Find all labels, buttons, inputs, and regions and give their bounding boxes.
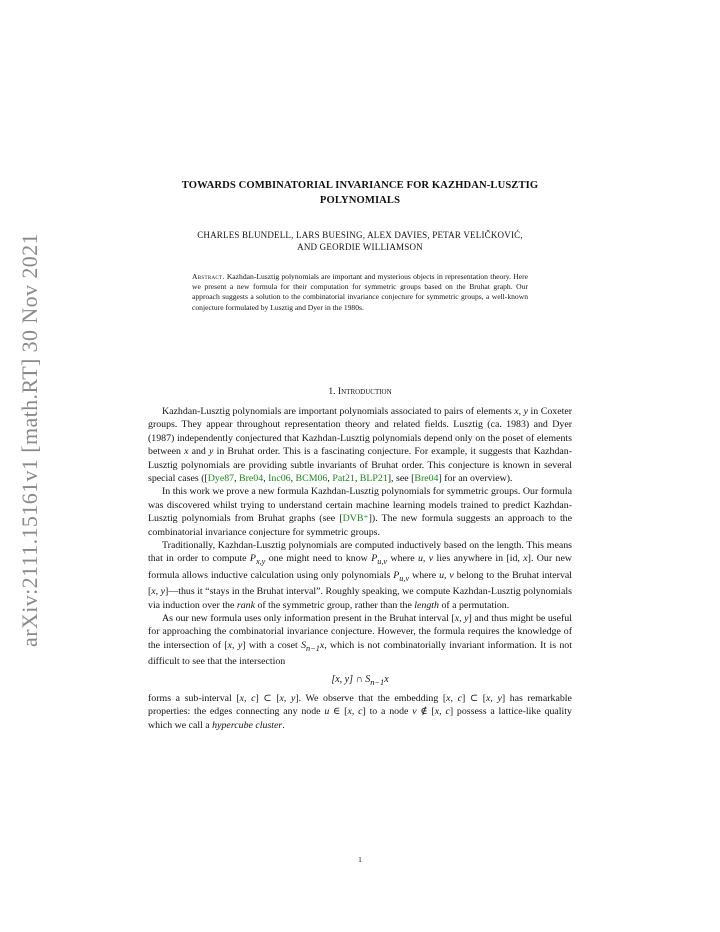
math-inline: x, y [486, 693, 502, 705]
citation-link[interactable]: Pat21 [332, 473, 355, 485]
text-run: in Bruhat order. This is a fascinating conjecture. For example, it suggests that Kazhdan-Lusztig polynomials are providing subtle invariants of Bruhat order. This conjecture is known in several special cases ([ [148, 446, 572, 485]
citation-link[interactable]: Dye87 [207, 473, 235, 485]
text-run: Kazhdan-Lusztig polynomials are important polynomials associated to pairs of elements [162, 406, 515, 417]
math-inline: x, y [514, 406, 528, 417]
math-inline: u, v [417, 553, 434, 565]
math-inline: x [523, 553, 528, 565]
section-title: Introduction [337, 386, 392, 397]
math-inline: u, v [439, 569, 454, 581]
text-run: ]. We observe that the embedding [ [295, 693, 447, 705]
math-inline: x, y [454, 613, 469, 625]
text-run: ∉ [ [416, 706, 435, 718]
text-run: ] ⊂ [ [255, 693, 280, 705]
math-inline: y [209, 446, 214, 458]
text-run: ] with a coset [242, 639, 302, 651]
text-run: where [387, 553, 418, 565]
citation-link[interactable]: BCM06 [295, 473, 328, 485]
paragraph-4 [148, 612, 572, 669]
text-run: forms a sub-interval [ [148, 693, 240, 705]
text-run: ]. Our new formula allows inductive calculation using only polynomials [148, 553, 572, 581]
section-heading [148, 386, 572, 397]
title-line-1: TOWARDS COMBINATORIAL INVARIANCE FOR KAZHDAN-LUSZTIG [181, 180, 539, 191]
text-run: ] for an overview). [438, 473, 513, 485]
math-inline: x [319, 639, 325, 651]
text-run: where [409, 569, 440, 581]
page-number: 1 [358, 855, 362, 864]
emphasis: hypercube cluster [212, 719, 283, 731]
citation-link[interactable]: DVB⁺ [342, 513, 369, 525]
math-inline: P [249, 553, 256, 565]
text-run: of the symmetric group, rather than the [254, 599, 415, 611]
paragraph-5 [148, 692, 572, 732]
text-run: belong to the Bruhat interval [ [148, 569, 573, 598]
display-equation [148, 673, 572, 689]
math-subscript: u,v [399, 573, 410, 583]
text-run: . [282, 719, 285, 731]
section-number: 1. [328, 386, 336, 397]
title-line-2: POLYNOMIALS [319, 195, 401, 206]
text-run: lies anywhere in [id, [433, 553, 524, 565]
citation-link[interactable]: Bre04 [239, 473, 264, 485]
text-run: ∈ [ [329, 706, 348, 718]
author-list [148, 230, 572, 253]
math-inline: S [301, 639, 307, 651]
text-run: ] has remarkable properties: the edges connecting any node [148, 693, 572, 718]
text-run: ] to a node [362, 706, 413, 718]
authors-line-1: CHARLES BLUNDELL, LARS BUESING, ALEX DAVIES, PETAR VELIČKOVIĆ, [197, 230, 523, 240]
text-run: ] possess a lattice-like quality which we call a [148, 706, 572, 731]
citation-link[interactable]: Bre04 [414, 473, 439, 485]
abstract [192, 272, 528, 313]
text-run: of a permutation. [438, 599, 510, 611]
text-run: As our new formula uses only information present in the Bruhat interval [ [162, 613, 455, 625]
text-run: ], see [ [387, 473, 415, 485]
text-run: ]—thus it “stays in the Bruhat interval”. Roughly speaking, we compute Kazhdan-Lusztig polynomials via induction over the [148, 586, 572, 611]
text-run: and [188, 446, 210, 458]
math-subscript: n−1 [370, 677, 385, 687]
math-inline: x, c [446, 693, 462, 705]
authors-line-2: AND GEORDIE WILLIAMSON [297, 241, 423, 252]
text-run: in Coxeter groups. They appear throughout representation theory and related fields. Lusztig (ca. 1983) and Dyer (1987) independently conjectured that Kazhdan-Lusztig polynomials depend only on the poset of elements between [148, 406, 572, 458]
math-inline: v [412, 706, 417, 718]
text-run: Traditionally, Kazhdan-Lusztig polynomials are computed inductively based on the length. This means that in order to compute [148, 540, 572, 565]
citation-link[interactable]: Inc06 [268, 473, 291, 485]
abstract-label: Abstract. [192, 272, 225, 281]
paragraph-2 [148, 485, 572, 539]
math-inline: x [184, 446, 189, 458]
text-run: ] ⊂ [ [461, 693, 487, 705]
math-subscript: n−1 [306, 643, 320, 653]
math-display: [x, y] ∩ S [331, 673, 371, 685]
math-subscript: x,y [255, 557, 266, 567]
section-body [148, 405, 572, 732]
text-run: , which is not combinatorially invariant information. It is not difficult to see that the intersection [148, 639, 572, 668]
math-inline: P [393, 569, 400, 581]
math-inline: x, c [347, 706, 363, 718]
math-inline: x, y [279, 693, 296, 705]
math-inline: x, c [434, 706, 450, 718]
citation-link[interactable]: BLP21 [359, 473, 388, 485]
math-inline: x, y [151, 586, 166, 598]
arxiv-sidebar [10, 233, 50, 647]
paragraph-1: Kazhdan-Lusztig polynomials are important polynomials associated to pairs of elements x, y in Coxeter groups. They appear throughout representation theory and related fields. Lusztig (ca. 1983) and Dyer (1987) independently conjectured that Kazhdan-Lusztig polynomials depend only on the poset of elements between x and y in Bruhat order. This is a fascinating conjecture. For example, it suggests that Kazhdan-Lusztig polynomials are providing subtle invariants of Bruhat order. This conjecture is known in several special cases ([Dye87, Bre04, Inc06, BCM06, Pat21, BLP21], see [Bre04] for an overview). [148, 406, 572, 485]
paper-title [148, 178, 572, 208]
math-inline: P [371, 553, 378, 565]
math-inline: u [324, 706, 330, 718]
text-run: one might need to know [265, 553, 372, 565]
text-run: In this work we prove a new formula Kazhdan-Lusztig polynomials for symmetric groups. Our formula was discovered whilst trying to understand certain machine learning models trained to predict Kazhdan-Lusztig polynomials from Bruhat graphs (see [ [148, 486, 572, 525]
math-inline: x, c [239, 693, 256, 705]
emphasis: rank [236, 599, 255, 611]
paragraph-3 [148, 539, 572, 612]
math-inline: x, y [227, 639, 243, 651]
abstract-text: Kazhdan-Lusztig polynomials are important and mysterious objects in representation theory. Here we present a new formula for their computation for symmetric groups based on the Bruhat graph. Our approach suggests a solution to the combinatorial invariance conjecture for symmetric groups, a well-known conjecture formulated by Lusztig and Dyer in the 1980s. [192, 272, 528, 312]
text-run: ] and thus might be useful for approaching the combinatorial invariance conjecture. However, the formula requires the knowledge of the intersection of [ [148, 613, 572, 651]
math-subscript: u,v [377, 557, 388, 567]
math-display: x [384, 673, 389, 685]
text-run: ]). The new formula suggests an approach to the combinatorial invariance conjecture for symmetric groups. [148, 513, 573, 538]
emphasis: length [414, 599, 439, 611]
arxiv-identifier: arXiv:2111.15161v1 [math.RT] 30 Nov 2021 [17, 233, 42, 647]
